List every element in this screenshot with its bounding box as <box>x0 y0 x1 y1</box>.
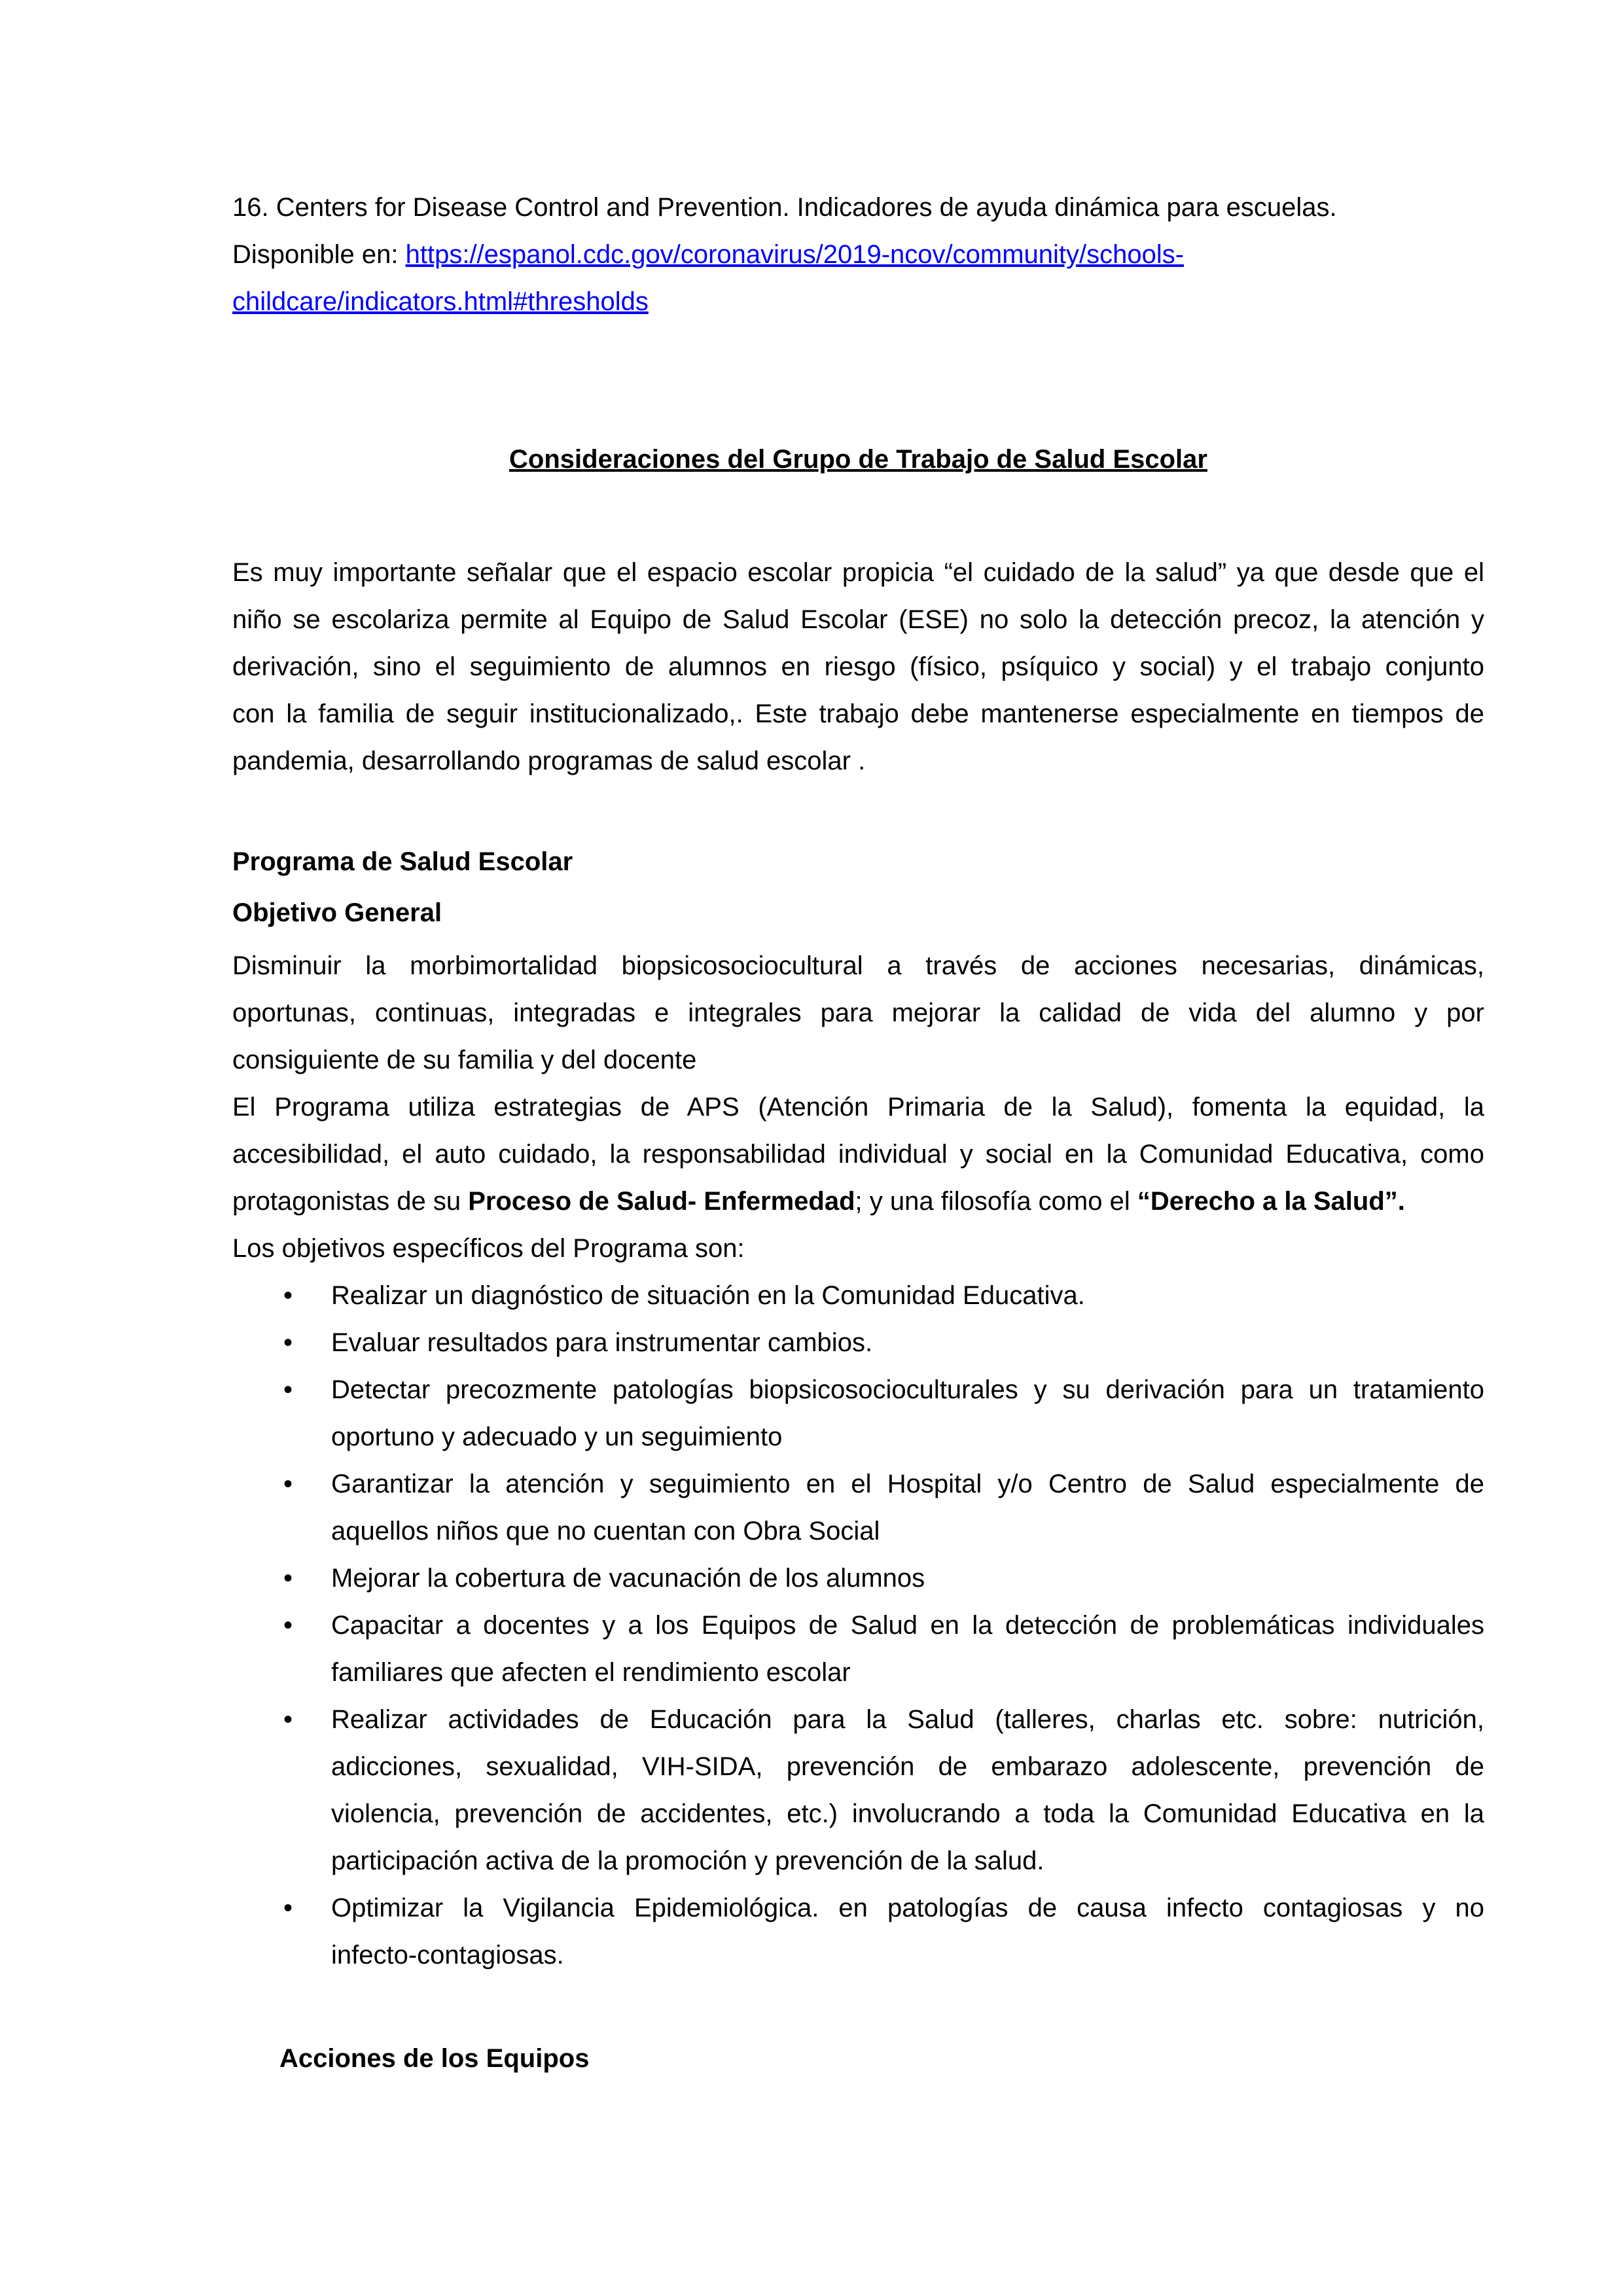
section-heading-acciones: Acciones de los Equipos <box>279 2044 590 2073</box>
text-line: • Detectar precozmente patologías biopsicosocioculturales y su derivación para un tratamiento <box>232 1366 1484 1413</box>
document-title: Consideraciones del Grupo de Trabajo de Salud Escolar <box>509 445 1207 474</box>
list-item <box>232 1602 1484 1696</box>
list-item <box>232 1555 1484 1602</box>
text-line: • Mejorar la cobertura de vacunación de los alumnos <box>232 1555 1484 1602</box>
list-item <box>232 1696 1484 1884</box>
section-heading-programa: Programa de Salud Escolar <box>232 847 573 876</box>
text-line: adicciones, sexualidad, VIH-SIDA, prevención de embarazo adolescente, prevención de <box>331 1752 1484 1781</box>
objectives-lead: Los objetivos específicos del Programa son: <box>232 1234 745 1263</box>
text-line <box>232 1178 1484 1225</box>
text-line: aquellos niños que no cuentan con Obra Social <box>331 1517 880 1545</box>
text-segment: protagonistas de su <box>232 1187 469 1216</box>
text-line: con la familia de seguir institucionalizado,. Este trabajo debe mantenerse especialmente en tiempos de <box>232 699 1484 728</box>
page-content <box>232 0 1484 2082</box>
text-line: • Garantizar la atención y seguimiento en el Hospital y/o Centro de Salud especialmente de <box>232 1460 1484 1508</box>
text-line: consiguiente de su familia y del docente <box>232 1046 697 1074</box>
url-link[interactable]: childcare/indicators.html#thresholds <box>232 287 649 316</box>
section-heading-objetivo: Objetivo General <box>232 898 442 927</box>
text-line: participación activa de la promoción y prevención de la salud. <box>331 1846 1044 1875</box>
url-link[interactable]: https://espanol.cdc.gov/coronavirus/2019-ncov/community/schools- <box>405 240 1185 269</box>
list-item <box>232 1272 1484 1319</box>
text-line: infecto-contagiosas. <box>331 1941 564 1969</box>
objectives-list <box>232 1272 1484 1979</box>
text-line: niño se escolariza permite al Equipo de Salud Escolar (ESE) no solo la detección precoz, la atención y <box>232 605 1484 634</box>
list-item <box>232 1319 1484 1366</box>
text-line: pandemia, desarrollando programas de salud escolar . <box>232 747 866 775</box>
text-line: El Programa utiliza estrategias de APS (Atención Primaria de la Salud), fomenta la equidad, la <box>232 1093 1484 1122</box>
text-line: violencia, prevención de accidentes, etc.) involucrando a toda la Comunidad Educativa en la <box>331 1799 1484 1828</box>
list-item <box>232 1460 1484 1555</box>
text-line: familiares que afecten el rendimiento escolar <box>331 1658 851 1687</box>
reference-line <box>232 278 1484 325</box>
reference-text: 16. Centers for Disease Control and Prevention. Indicadores de ayuda dinámica para escuelas. <box>232 193 1337 222</box>
list-item <box>232 1884 1484 1979</box>
programa-paragraph <box>232 1084 1484 1225</box>
bold-phrase-derecho: “Derecho a la Salud”. <box>1137 1187 1405 1216</box>
text-line: accesibilidad, el auto cuidado, la responsabilidad individual y social en la Comunidad Educativa, como <box>232 1140 1484 1169</box>
reference-line <box>232 231 1484 278</box>
bold-phrase-proceso: Proceso de Salud- Enfermedad <box>468 1187 855 1216</box>
text-line: oportunas, continuas, integradas e integrales para mejorar la calidad de vida del alumno y por <box>232 998 1484 1027</box>
reference-text: Disponible en: <box>232 240 406 269</box>
text-line: • Evaluar resultados para instrumentar cambios. <box>232 1319 1484 1366</box>
objetivo-paragraph <box>232 942 1484 1084</box>
text-line: • Optimizar la Vigilancia Epidemiológica. en patologías de causa infecto contagiosas y no <box>232 1884 1484 1932</box>
list-item <box>232 1366 1484 1460</box>
text-line: • Capacitar a docentes y a los Equipos de Salud en la detección de problemáticas individuales <box>232 1602 1484 1649</box>
text-segment: ; y una filosofía como el <box>855 1187 1137 1216</box>
reference-block <box>232 184 1484 325</box>
text-line: Disminuir la morbimortalidad biopsicosociocultural a través de acciones necesarias, dinámicas, <box>232 951 1484 980</box>
text-line: • Realizar actividades de Educación para la Salud (talleres, charlas etc. sobre: nutrición, <box>232 1696 1484 1743</box>
intro-paragraph <box>232 549 1484 785</box>
text-line: oportuno y adecuado y un seguimiento <box>331 1422 783 1451</box>
text-line: • Realizar un diagnóstico de situación en la Comunidad Educativa. <box>232 1272 1484 1319</box>
text-line: Es muy importante señalar que el espacio escolar propicia “el cuidado de la salud” ya que desde que el <box>232 558 1484 587</box>
text-line: derivación, sino el seguimiento de alumnos en riesgo (físico, psíquico y social) y el trabajo conjunto <box>232 652 1484 681</box>
reference-line <box>232 184 1484 231</box>
